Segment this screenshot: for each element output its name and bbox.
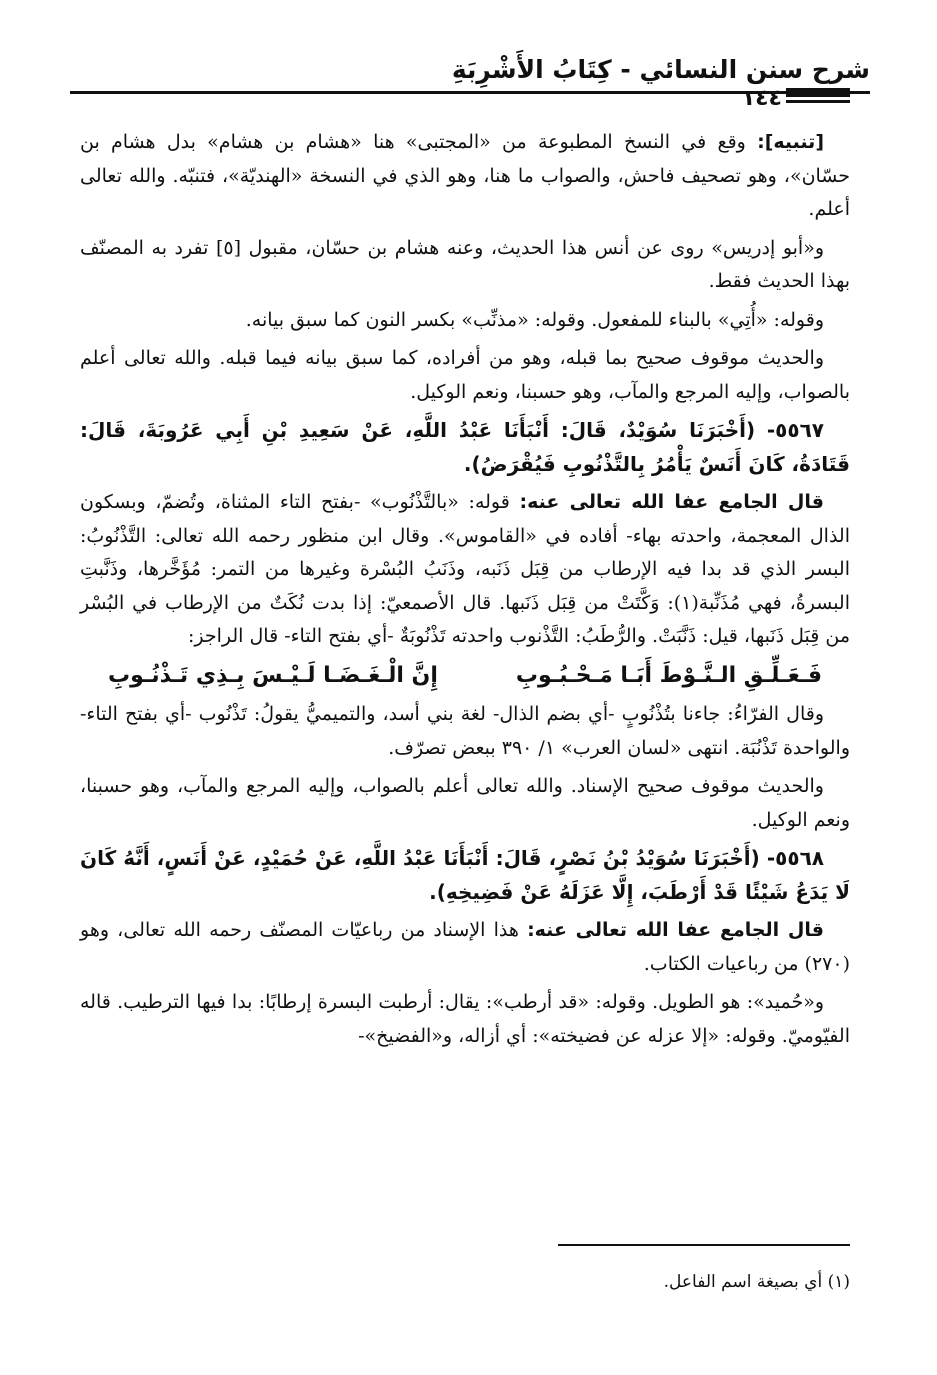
verse-second-hemistich: إِنَّ الْـغَـضَـا لَـيْـسَ بِـذِي تَـذْنُـوبِ [108, 662, 438, 688]
commentary-paragraph [80, 914, 850, 981]
verse-first-hemistich: فَـعَـلِّـقِ الـنَّـوْطَ أَبَـا مَـحْـبُـوبِ [515, 662, 822, 688]
paragraph [80, 304, 850, 338]
hadith-text: ٥٥٦٨- (أَخْبَرَنَا سُوَيْدُ بْنُ نَصْرٍ، قَالَ: أَنْبَأَنَا عَبْدُ اللَّهِ، عَنْ حُمَيْدٍ، عَنْ أَنَسٍ، أَنَّهُ كَانَ لَا يَدَعُ شَيْئًا قَدْ أَرْطَبَ، إِلَّا عَزَلَهُ عَنْ فَضِيخِهِ). [80, 846, 850, 904]
running-title: شرح سنن النسائي - كِتَابُ الأَشْرِبَةِ [451, 55, 870, 84]
commentary-paragraph [80, 486, 850, 654]
paragraph [80, 342, 850, 409]
page-number: ١٤٤ [741, 86, 782, 111]
paragraph [80, 698, 850, 765]
paragraph-text: وقوله: «أُتِي» بالبناء للمفعول. وقوله: «مذنِّب» بكسر النون كما سبق بيانه. [245, 308, 824, 331]
paragraph-text: هذا الإسناد من رباعيّات المصنّف رحمه الله تعالى، وهو (٢٧٠) من رباعيات الكتاب. [80, 919, 850, 975]
paragraph-lead: [تنبيه]: [757, 131, 824, 153]
paragraph-text: وقال الفرّاءُ: جاءنا بتُذْنُوبٍ -أي بضم الذال- لغة بني أسد، والتميميُّ يقولُ: تَذْنُوب -أي بفتح التاء- والواحدة تَذْنُبَة. انتهى «لسان العرب» ١/ ٣٩٠ ببعض تصرّف. [80, 703, 850, 759]
paragraph-text: قوله: «بالتَّذْنُوب» -بفتح التاء المثناة، وتُضمّ، وبسكون الذال المعجمة، واحدته بهاء- أفاده في «القاموس». وقال ابن منظور رحمه الله تعالى: التَّذْنُوبُ: البسر الذي قد بدا فيه الإرطاب من قِبَل ذَنَبه، وذَنَبُ البُسْرة وغيرها من التمر: مُؤَخَّرها، وذَنَّبتِ البسرةُ، فهي مُذَنِّبة(١): وَكَّتَتْ من قِبَل ذَنَبها. قال الأصمعيّ: إذا بدت نُكَتٌ من الإرطاب في البُسْر من قِبَل ذَنَبها، قيل: ذَنَّبَتْ. والرُّطَبُ: التَّذْنوب واحدته تَذْنُوبَةٌ -أي بفتح التاء- قال الراجز: [80, 491, 850, 647]
paragraph [80, 770, 850, 837]
paragraph-text: والحديث موقوف صحيح بما قبله، وهو من أفراده، كما سبق بيانه فيما قبله. والله تعالى أعلم بالصواب، وإليه المرجع والمآب، وهو حسبنا، ونعم الوكيل. [80, 347, 850, 403]
paragraph-note [80, 126, 850, 227]
paragraph-text: وقع في النسخ المطبوعة من «المجتبى» هنا «هشام بن هشام» بدل هشام بن حسّان»، وهو تصحيف فاحش، والصواب ما هنا، وهو الذي في النسخة «الهنديّة»، فتنبّه. والله تعالى أعلم. [80, 131, 850, 220]
paragraph-text: و«حُميد»: هو الطويل. وقوله: «قد أرطب»: يقال: أرطبت البسرة إرطابًا: بدا فيها الترطيب. قاله الفيّوميّ. وقوله: «إلا عزله عن فضيخته»: أي أزاله، و«الفضيخ»- [80, 991, 850, 1047]
paragraph [80, 232, 850, 299]
poetry-verse [80, 659, 850, 693]
paragraph [80, 986, 850, 1053]
footnote: (١) أي بصيغة اسم الفاعل. [663, 1272, 850, 1292]
footnote-rule [558, 1244, 850, 1246]
paragraph-lead: قال الجامع عفا الله تعالى عنه: [527, 919, 824, 941]
page-body [80, 126, 850, 1058]
paragraph-text: والحديث موقوف صحيح الإسناد. والله تعالى أعلم بالصواب، وإليه المرجع والمآب، وهو حسبنا، ونعم الوكيل. [80, 775, 850, 831]
paragraph-lead: قال الجامع عفا الله تعالى عنه: [519, 491, 824, 513]
hadith-text: ٥٥٦٧- (أَخْبَرَنَا سُوَيْدٌ، قَالَ: أَنْبَأَنَا عَبْدُ اللَّهِ، عَنْ سَعِيدِ بْنِ أَبِي عَرُوبَةَ، قَالَ: قَتَادَةُ، كَانَ أَنَسٌ يَأْمُرُ بِالتَّذْنُوبِ فَيُقْرَضُ). [80, 418, 850, 476]
hadith-5567 [80, 414, 850, 481]
hadith-5568 [80, 842, 850, 909]
paragraph-text: و«أبو إدريس» روى عن أنس هذا الحديث، وعنه هشام بن حسّان، مقبول [٥] تفرد به المصنّف بهذا الحديث فقط. [80, 236, 850, 292]
